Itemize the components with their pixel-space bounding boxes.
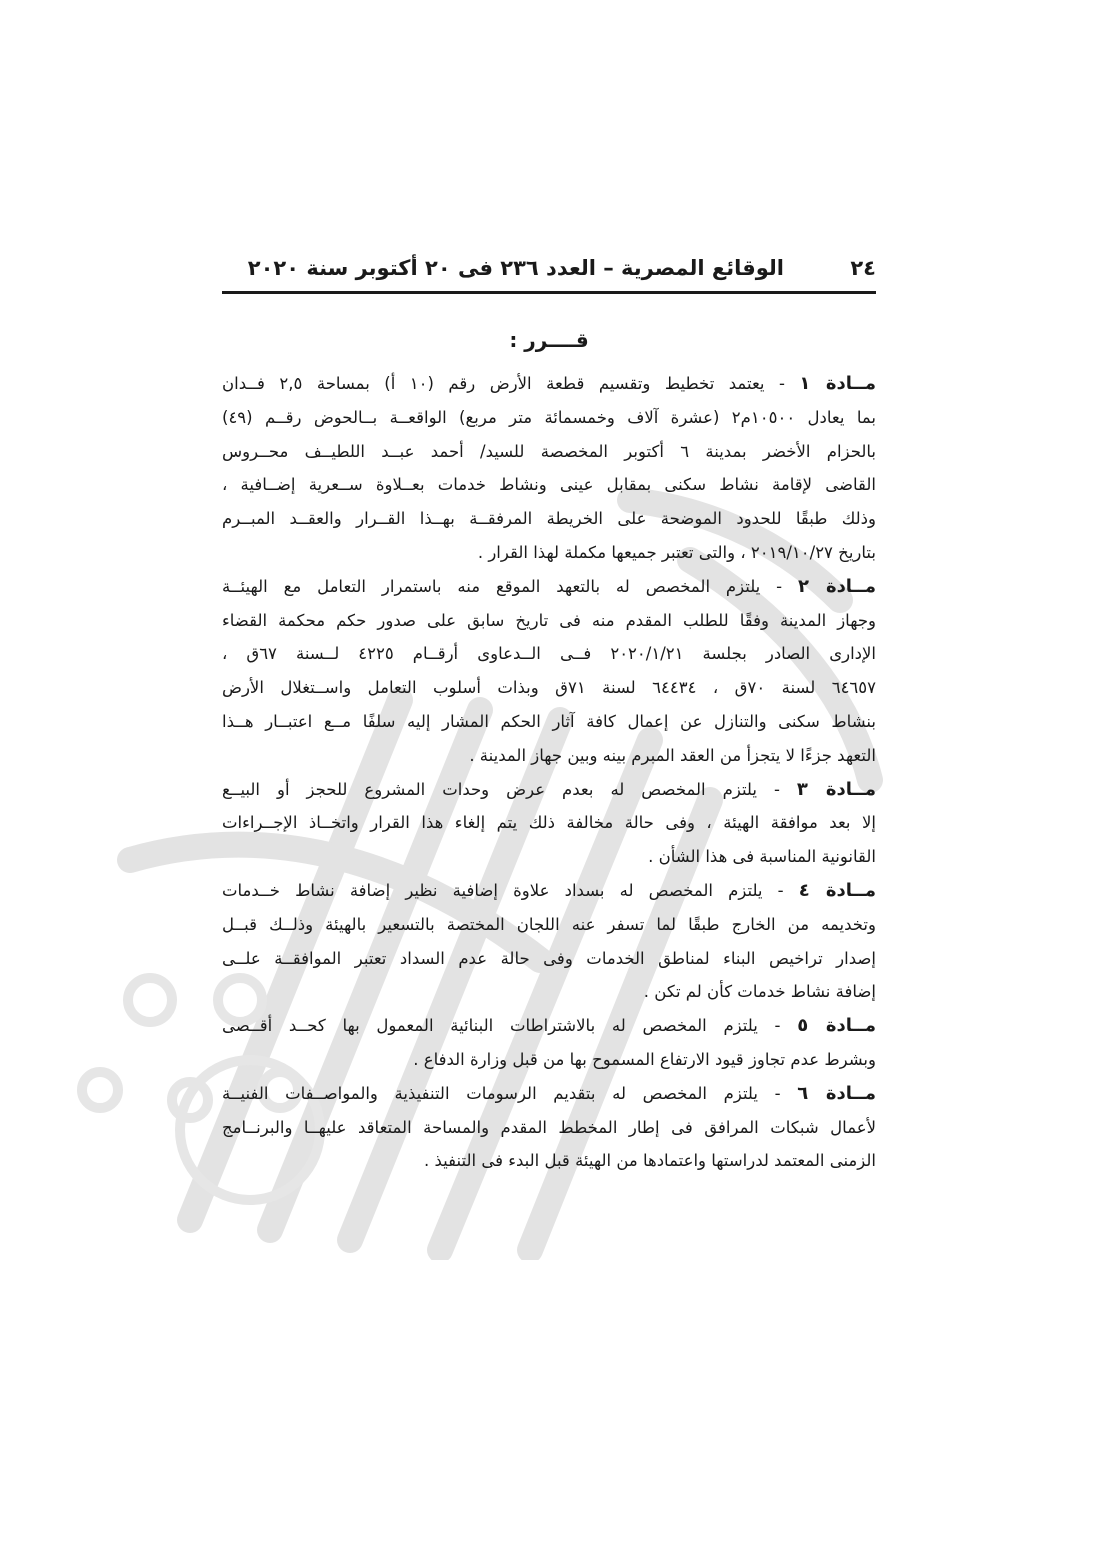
article-3-line-3: القانونية المناسبة فى هذا الشأن . xyxy=(648,847,876,867)
article-text: - يعتمد تخطيط وتقسيم قطعة الأرض رقم (١٠ أ) بمساحة ٢,٥ فــدان xyxy=(222,374,785,393)
article-2-line-6: التعهد جزءًا لا يتجزأ من العقد المبرم بينه وبين جهاز المدينة . xyxy=(469,745,876,765)
article-6-label: مــادة ٦ xyxy=(797,1082,876,1104)
article-5-line-1 xyxy=(222,1009,876,1043)
running-title: الوقائع المصرية – العدد ٢٣٦ فى ٢٠ أكتوبر سنة ٢٠٢٠ xyxy=(247,256,784,280)
article-2-line-3: الإدارى الصادر بجلسة ٢٠٢٠/١/٢١ فــى الــدعاوى أرقــام ٤٢٢٥ لــسنة ٦٧ق ، xyxy=(222,644,876,664)
article-text: - يلتزم المخصص له بتقديم الرسومات التنفيذية والمواصــفات الفنيــة xyxy=(222,1083,781,1103)
article-text: - يلتزم المخصص له بالتعهد الموقع منه باستمرار التعامل مع الهيئــة xyxy=(222,576,783,596)
article-2-line-2: وجهاز المدينة وفقًا للطلب المقدم منه فى تاريخ سابق على صدور حكم محكمة القضاء xyxy=(222,610,876,630)
article-6-line-1 xyxy=(222,1077,876,1111)
article-1-line-5: وذلك طبقًا للحدود الموضحة على الخريطة المرفقــة بهــذا القــرار والعقــد المبــرم xyxy=(222,509,876,529)
articles-body xyxy=(222,367,876,1178)
article-text: - يلتزم المخصص له بعدم عرض وحدات المشروع للحجز أو البيــع xyxy=(222,779,780,799)
article-4-line-1 xyxy=(222,874,876,908)
article-4-line-2: وتخديمه من الخارج طبقًا لما تسفر عنه اللجان المختصة بالتسعير بالهيئة وذلــك قبــل xyxy=(222,914,876,934)
article-4-label: مــادة ٤ xyxy=(798,879,876,901)
article-3-label: مــادة ٣ xyxy=(796,778,876,800)
article-1-label: مــادة ١ xyxy=(799,373,876,394)
article-3-line-2: إلا بعد موافقة الهيئة ، وفى حالة مخالفة ذلك يتم إلغاء هذا القرار واتخــاذ الإجــراءات xyxy=(222,813,876,833)
article-4-line-3: إصدار تراخيص البناء لمناطق الخدمات وفى حالة عدم السداد تعتبر الموافقــة علــى xyxy=(222,948,876,968)
article-6-line-3: الزمنى المعتمد لدراستها واعتمادها من الهيئة قبل البدء فى التنفيذ . xyxy=(424,1151,876,1171)
page-header xyxy=(222,250,876,294)
page-number: ٢٤ xyxy=(850,256,876,280)
article-1-line-1 xyxy=(222,367,876,401)
article-1-line-4: القاضى لإقامة نشاط سكنى بمقابل عينى ونشاط خدمات بعــلاوة ســعرية إضــافية ، xyxy=(222,475,876,495)
article-4-line-4: إضافة نشاط خدمات كأن لم تكن . xyxy=(643,982,876,1002)
article-2-line-1 xyxy=(222,570,876,604)
article-text: - يلتزم المخصص له بالاشتراطات البنائية المعمول بها كحــد أقــصى xyxy=(222,1016,781,1036)
decision-heading: قــــرر : xyxy=(509,328,589,352)
article-text: - يلتزم المخصص له بسداد علاوة إضافية نظير إضافة نشاط خــدمات xyxy=(222,880,784,900)
article-5-line-2: وبشرط عدم تجاوز قيود الارتفاع المسموح بها من قبل وزارة الدفاع . xyxy=(413,1049,876,1069)
header-divider xyxy=(222,291,876,294)
article-1-line-3: بالحزام الأخضر بمدينة ٦ أكتوبر المخصصة للسيد/ أحمد عبــد اللطيــف محــروس xyxy=(222,441,876,461)
article-2-label: مــادة ٢ xyxy=(798,575,876,597)
article-6-line-2: لأعمال شبكات المرافق فى إطار المخطط المقدم والمساحة المتعاقد عليهــا والبرنــامج xyxy=(222,1117,876,1137)
article-2-line-5: بنشاط سكنى والتنازل عن إعمال كافة آثار الحكم المشار إليه سلفًا مــع اعتبــار هــذا xyxy=(222,711,876,731)
article-3-line-1 xyxy=(222,773,876,807)
article-1-line-2: بما يعادل ١٠٥٠٠م٢ (عشرة آلاف وخمسمائة متر مربع) الواقعــة بــالحوض رقــم (٤٩) xyxy=(222,407,876,427)
article-5-label: مــادة ٥ xyxy=(797,1015,876,1037)
article-2-line-4: ٦٤٦٥٧ لسنة ٧٠ق ، ٦٤٤٣٤ لسنة ٧١ق وبذات أسلوب التعامل واســتغلال الأرض xyxy=(222,678,876,698)
article-1-line-6: بتاريخ ٢٠١٩/١٠/٢٧ ، والتى تعتبر جميعها مكملة لهذا القرار . xyxy=(477,542,876,562)
